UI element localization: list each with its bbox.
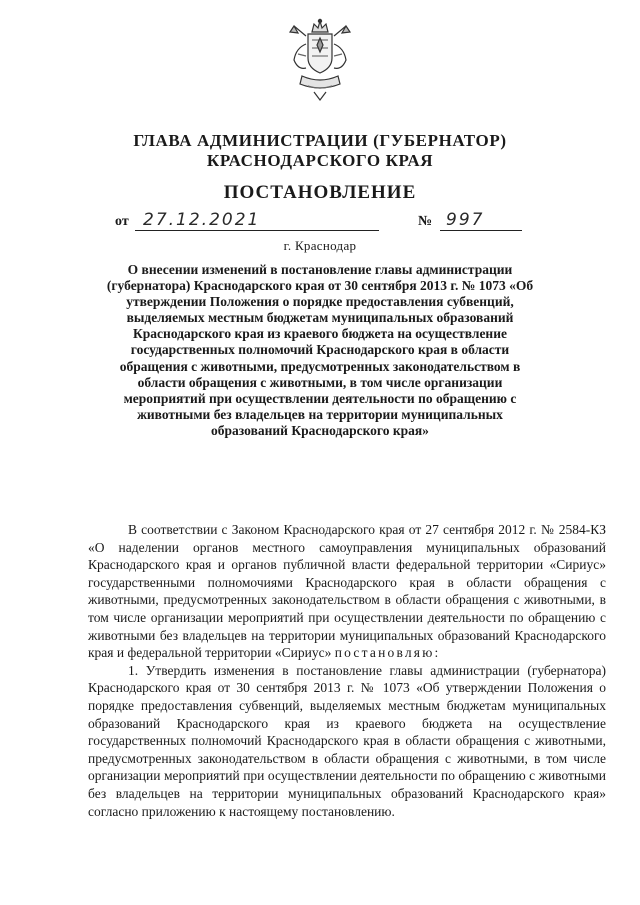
paragraph-item-1: 1. Утвердить изменения в постановление главы администрации (губернатора) Краснодарского края от 30 сентября 2013 г. № 1073 «Об утверждении Положения о порядке предоставления субвенций, выделяемых местным бюджетам муниципальных образований Краснодарского края из краевого бюджета на осуществление государственных полномочий Краснодарского края в области обращения с животными, предусмотренных законодательством в области обращения с животными, в том числе организации мероприятий при осуществлении деятельности по обращению с животными без владельцев на территории муниципальных образований Краснодарского края» согласно приложению к настоящему постановлению. bbox=[88, 662, 606, 819]
document-title: О внесении изменений в постановление главы администрации (губернатора) Краснодарского края от 30 сентября 2013 г. № 1073 «Об утверждении Положения о порядке предоставления субвенций, выделяемых местным бюджетам муниципальных образований Краснодарского края из краевого бюджета на осуществление государственных полномочий Краснодарского края в области обращения с животными, предусмотренных законодательством в области обращения с животными, в том числе организации мероприятий при осуществлении деятельности по обращению с животными без владельцев на территории муниципальных образований Краснодарского края» bbox=[106, 262, 534, 438]
date-label: от bbox=[115, 214, 129, 229]
city: г. Краснодар bbox=[283, 238, 357, 253]
date-number-row bbox=[115, 210, 525, 234]
authority-line-2: КРАСНОДАРСКОГО КРАЯ bbox=[206, 151, 434, 170]
document-body bbox=[88, 521, 606, 820]
preamble-text: В соответствии с Законом Краснодарского края от 27 сентября 2012 г. № 2584-КЗ «О наделении органов местного самоуправления муниципальных образований Краснодарского края и органов публичной власти федеральной территории «Сириус» государственными полномочиями Краснодарского края в области обращения с животными, предусмотренных законодательством в области обращения с животными, в том числе организации мероприятий при осуществлении деятельности по обращению с животными без владельцев на территории муниципальных образований Краснодарского края и федеральной территории «Сириус» bbox=[88, 522, 606, 661]
number-value: 997 bbox=[440, 210, 522, 231]
document-type: ПОСТАНОВЛЕНИЕ bbox=[223, 182, 417, 203]
decree-word: постановляю: bbox=[334, 645, 441, 661]
issuing-authority bbox=[0, 131, 640, 171]
date-value: 27.12.2021 bbox=[135, 210, 379, 231]
authority-line-1: ГЛАВА АДМИНИСТРАЦИИ (ГУБЕРНАТОР) bbox=[133, 131, 507, 150]
krasnodar-coat-of-arms-icon bbox=[288, 18, 352, 102]
number-label: № bbox=[418, 214, 433, 229]
paragraph-preamble bbox=[88, 521, 606, 662]
